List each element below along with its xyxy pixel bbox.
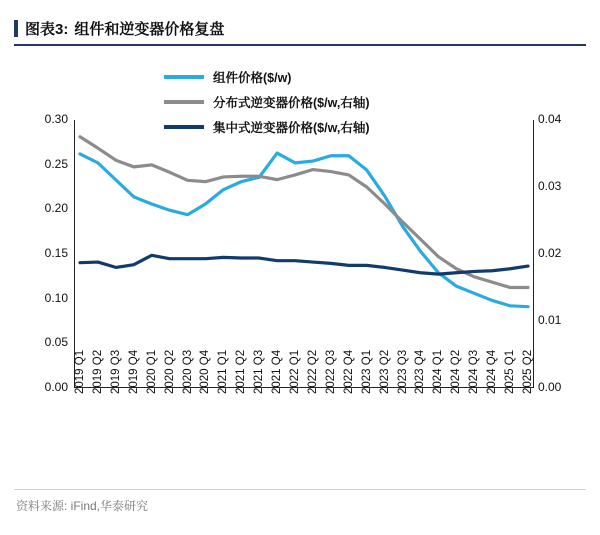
legend-swatch-distributed-inverter xyxy=(164,100,204,104)
x-axis-tick-label: 2023 Q1 xyxy=(360,349,373,394)
x-axis-tick-label: 2021 Q2 xyxy=(235,349,248,394)
x-axis-tick-label: 2020 Q1 xyxy=(145,349,158,394)
y-axis-right-tick-label: 0.03 xyxy=(538,179,562,193)
series-line xyxy=(80,153,528,307)
x-axis-tick-label: 2024 Q4 xyxy=(486,349,499,394)
x-axis-tick-label: 2019 Q2 xyxy=(91,349,104,394)
source-note: 资料来源: iFind,华泰研究 xyxy=(16,499,149,513)
series-line xyxy=(80,137,528,288)
y-axis-left-tick-label: 0.05 xyxy=(44,335,68,350)
x-axis-tick-label: 2022 Q2 xyxy=(306,349,319,394)
x-axis-tick-label: 2025 Q2 xyxy=(522,349,534,394)
exhibit-label: 图表3: xyxy=(25,20,69,38)
x-axis-tick-label: 2023 Q3 xyxy=(396,349,409,394)
plot-lines xyxy=(74,120,534,388)
x-axis-tick-label: 2022 Q4 xyxy=(342,349,355,394)
legend-label-centralized-inverter: 集中式逆变器价格($/w,右轴) xyxy=(213,120,370,135)
x-axis-tick-label: 2022 Q1 xyxy=(289,349,302,394)
x-axis-tick-label: 2024 Q2 xyxy=(450,349,463,394)
x-axis-tick-label: 2025 Q1 xyxy=(504,349,517,394)
y-axis-left-tick-label: 0.25 xyxy=(44,156,68,171)
y-axis-left-tick-label: 0.20 xyxy=(44,201,68,216)
y-axis-right-tick-label: 0.04 xyxy=(538,112,562,126)
x-axis-tick-label: 2019 Q3 xyxy=(109,349,122,394)
y-axis-right-tick-label: 0.00 xyxy=(538,380,562,394)
legend-label-distributed-inverter: 分布式逆变器价格($/w,右轴) xyxy=(213,95,370,110)
y-axis-left-tick-label: 0.30 xyxy=(44,112,68,126)
series-line xyxy=(80,255,528,274)
chart-area xyxy=(14,52,586,472)
legend-item-distributed-inverter xyxy=(164,89,524,114)
x-axis-tick-label: 2019 Q4 xyxy=(127,349,140,394)
y-axis-left-tick-label: 0.10 xyxy=(44,290,68,305)
x-axis-tick-label: 2024 Q3 xyxy=(468,349,481,394)
title-accent-bar xyxy=(14,20,18,37)
y-axis-right-tick-label: 0.01 xyxy=(538,313,562,327)
page-title: 组件和逆变器价格复盘 xyxy=(74,20,225,38)
legend-swatch-module-price xyxy=(164,75,204,79)
x-axis-tick-label: 2024 Q1 xyxy=(432,349,445,394)
x-axis-tick-label: 2020 Q2 xyxy=(163,349,176,394)
y-axis-left-tick-label: 0.00 xyxy=(44,380,68,394)
chart-title-bar xyxy=(14,12,586,46)
legend-item-module-price xyxy=(164,64,524,89)
legend-label-module-price: 组件价格($/w) xyxy=(213,70,292,85)
x-axis-tick-label: 2022 Q3 xyxy=(324,349,337,394)
x-axis-tick-label: 2021 Q3 xyxy=(253,349,266,394)
x-axis-tick-label: 2020 Q4 xyxy=(199,349,212,394)
x-axis-tick-label: 2021 Q4 xyxy=(271,349,284,394)
x-axis-tick-label: 2023 Q2 xyxy=(378,349,391,394)
x-axis-tick-label: 2019 Q1 xyxy=(74,349,86,394)
y-axis-left-tick-label: 0.15 xyxy=(44,246,68,260)
x-axis-tick-label: 2021 Q1 xyxy=(217,349,230,394)
footer-divider xyxy=(14,489,586,490)
y-axis-right-tick-label: 0.02 xyxy=(538,246,562,260)
x-axis-tick-label: 2020 Q3 xyxy=(181,349,194,394)
x-axis-tick-label: 2023 Q4 xyxy=(414,349,427,394)
